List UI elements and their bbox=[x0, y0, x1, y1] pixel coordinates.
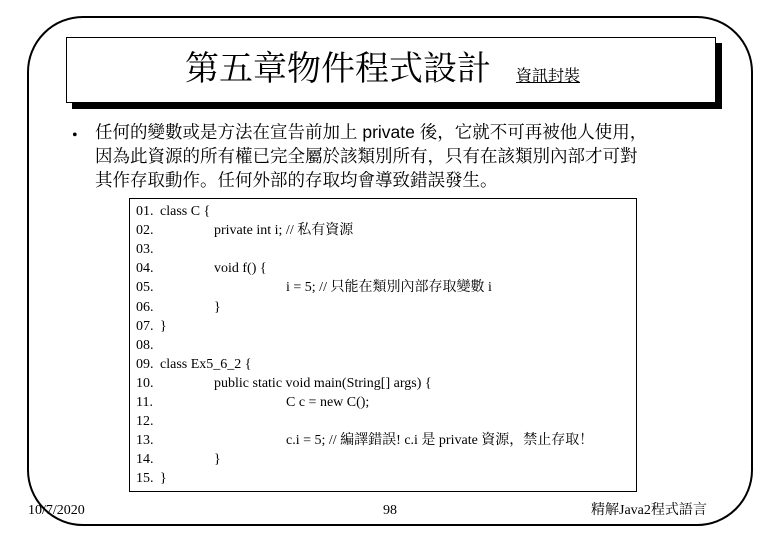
footer-page-number: 98 bbox=[383, 503, 397, 518]
code-line-text: C c = new C(); bbox=[286, 395, 370, 410]
code-line-number: 09. bbox=[136, 356, 154, 372]
code-line-number: 03. bbox=[136, 242, 154, 258]
code-line-number: 07. bbox=[136, 318, 154, 334]
code-line-number: 14. bbox=[136, 452, 154, 468]
footer-date: 10/7/2020 bbox=[28, 503, 85, 518]
code-line-number: 08. bbox=[136, 337, 154, 353]
code-line-text: c.i = 5; // 編譯錯誤! c.i 是 private 資源，禁止存取！ bbox=[286, 433, 594, 449]
code-line-text: i = 5; // 只能在類別內部存取變數 i bbox=[286, 280, 492, 296]
code-line-number: 04. bbox=[136, 261, 154, 277]
code-line-text: void f() { bbox=[214, 261, 267, 277]
code-line-number: 05. bbox=[136, 280, 154, 296]
footer-course-title: 精解Java2程式語言 bbox=[591, 503, 707, 518]
code-line-text: private int i; // 私有資源 bbox=[214, 223, 354, 239]
bullet-line: 因為此資源的所有權已完全屬於該類別所有，只有在該類別內部才可對 bbox=[95, 146, 638, 166]
code-line-number: 10. bbox=[136, 375, 154, 391]
bullet-paragraph bbox=[95, 120, 725, 192]
title-box bbox=[66, 37, 716, 103]
code-line-number: 11. bbox=[136, 395, 153, 410]
code-line-number: 01. bbox=[136, 204, 154, 219]
code-box bbox=[129, 198, 637, 492]
code-line-text: public static void main(String[] args) { bbox=[214, 375, 432, 391]
code-line-number: 15. bbox=[136, 471, 154, 487]
code-line-text: class Ex5_6_2 { bbox=[160, 356, 252, 372]
slide-title: 第五章物件程式設計 bbox=[185, 51, 491, 88]
code-line-text: } bbox=[160, 471, 167, 487]
code-line-number: 06. bbox=[136, 299, 154, 315]
code-line-text: class C { bbox=[160, 204, 211, 219]
code-line-text: } bbox=[160, 318, 167, 334]
code-line-text: } bbox=[214, 299, 221, 315]
code-line-number: 12. bbox=[136, 414, 154, 430]
code-line-text: } bbox=[214, 452, 221, 468]
slide-subtitle: 資訊封裝 bbox=[516, 68, 581, 85]
bullet-line: 其作存取動作。任何外部的存取均會導致錯誤發生。 bbox=[95, 170, 498, 190]
bullet-line: 任何的變數或是方法在宣告前加上 private 後，它就不可再被他人使用， bbox=[95, 122, 648, 142]
bullet-icon: • bbox=[72, 127, 78, 144]
code-line-number: 13. bbox=[136, 433, 154, 449]
code-line-number: 02. bbox=[136, 223, 154, 239]
